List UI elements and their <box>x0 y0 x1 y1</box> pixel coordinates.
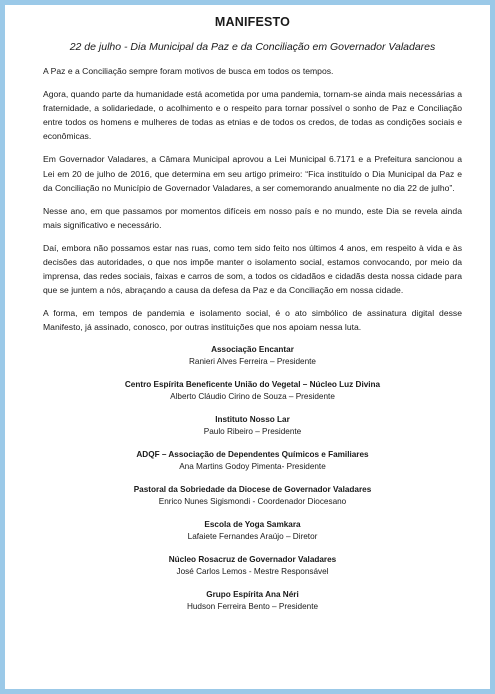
document-subtitle: 22 de julho - Dia Municipal da Paz e da Conciliação em Governador Valadares <box>69 41 436 53</box>
signatory <box>43 589 462 613</box>
signatory-organization: Pastoral da Sobriedade da Diocese de Governador Valadares <box>133 484 372 494</box>
signatory-representative: Ana Martins Godoy Pimenta- Presidente <box>179 461 326 471</box>
signatory <box>43 414 462 438</box>
document-title: MANIFESTO <box>214 15 291 29</box>
signatory-representative: Lafaiete Fernandes Araújo – Diretor <box>187 531 318 541</box>
signatory <box>43 344 462 368</box>
paragraph-digital-signature: A forma, em tempos de pandemia e isolamento social, é o ato simbólico de assinatura digital desse Manifesto, já assinado, conosco, por outras instituições que nos apoiam nessa luta. <box>43 308 462 333</box>
signatory-representative: Paulo Ribeiro – Presidente <box>203 426 302 436</box>
signatory-representative: Hudson Ferreira Bento – Presidente <box>186 601 319 611</box>
signatory-organization: Centro Espírita Beneficente União do Vegetal – Núcleo Luz Divina <box>124 379 381 389</box>
signatory-organization: Associação Encantar <box>211 344 294 354</box>
signatory-organization: Núcleo Rosacruz de Governador Valadares <box>168 554 337 564</box>
signatories-list <box>43 344 462 613</box>
signatory <box>43 519 462 543</box>
signatory-representative: Enrico Nunes Sigismondi - Coordenador Diocesano <box>158 496 347 506</box>
signatory-representative: Alberto Cláudio Cirino de Souza – Presidente <box>170 391 335 401</box>
paragraph-intro: A Paz e a Conciliação sempre foram motivos de busca em todos os tempos. <box>43 66 334 76</box>
signatory-organization: Instituto Nosso Lar <box>215 414 290 424</box>
signatory-organization: Escola de Yoga Samkara <box>204 519 301 529</box>
paragraph-call: Daí, embora não possamos estar nas ruas, como tem sido feito nos últimos 4 anos, em respeito à vida e às decisões das autoridades, o que nos impõe manter o isolamento social, estamos convocando, por meio da imprensa, das redes sociais, faixas e carros de som, a todos os cidadãos e cidadãs desta nossa cidade para que se juntem a nós, abraçando a causa da defesa da Paz e da Conciliação em nossa cidade. <box>43 242 462 296</box>
manifesto-document <box>43 15 462 624</box>
signatory <box>43 449 462 473</box>
paragraph-this-year: Nesse ano, em que passamos por momentos difíceis em nosso país e no mundo, este Dia se revela ainda mais significativo e necessário. <box>43 205 462 230</box>
signatory-representative: José Carlos Lemos - Mestre Responsável <box>176 566 329 576</box>
paragraph-pandemic: Agora, quando parte da humanidade está acometida por uma pandemia, tornam-se ainda mais necessárias a fraternidade, a solidariedade, o acolhimento e o respeito para tornar possível o sonho de Paz e Conciliação entre todos os homens e mulheres de todas as etnias e de todos os credos, de todas as condições sociais e econômicas. <box>43 89 462 142</box>
signatory <box>43 484 462 508</box>
signatory <box>43 379 462 403</box>
signatory-organization: Grupo Espírita Ana Néri <box>206 589 299 599</box>
signatory <box>43 554 462 578</box>
signatory-representative: Ranieri Alves Ferreira – Presidente <box>189 356 316 366</box>
paragraph-law: Em Governador Valadares, a Câmara Municipal aprovou a Lei Municipal 6.7171 e a Prefeitura sancionou a Lei em 20 de julho de 2016, que determina em seu artigo primeiro: “Fica instituído o Dia Municipal da Paz e da Conciliação no Município de Governador Valadares, a ser comemorando anualmente no dia 22 de julho”. <box>43 154 462 193</box>
signatory-organization: ADQF – Associação de Dependentes Químicos e Familiares <box>136 449 369 459</box>
